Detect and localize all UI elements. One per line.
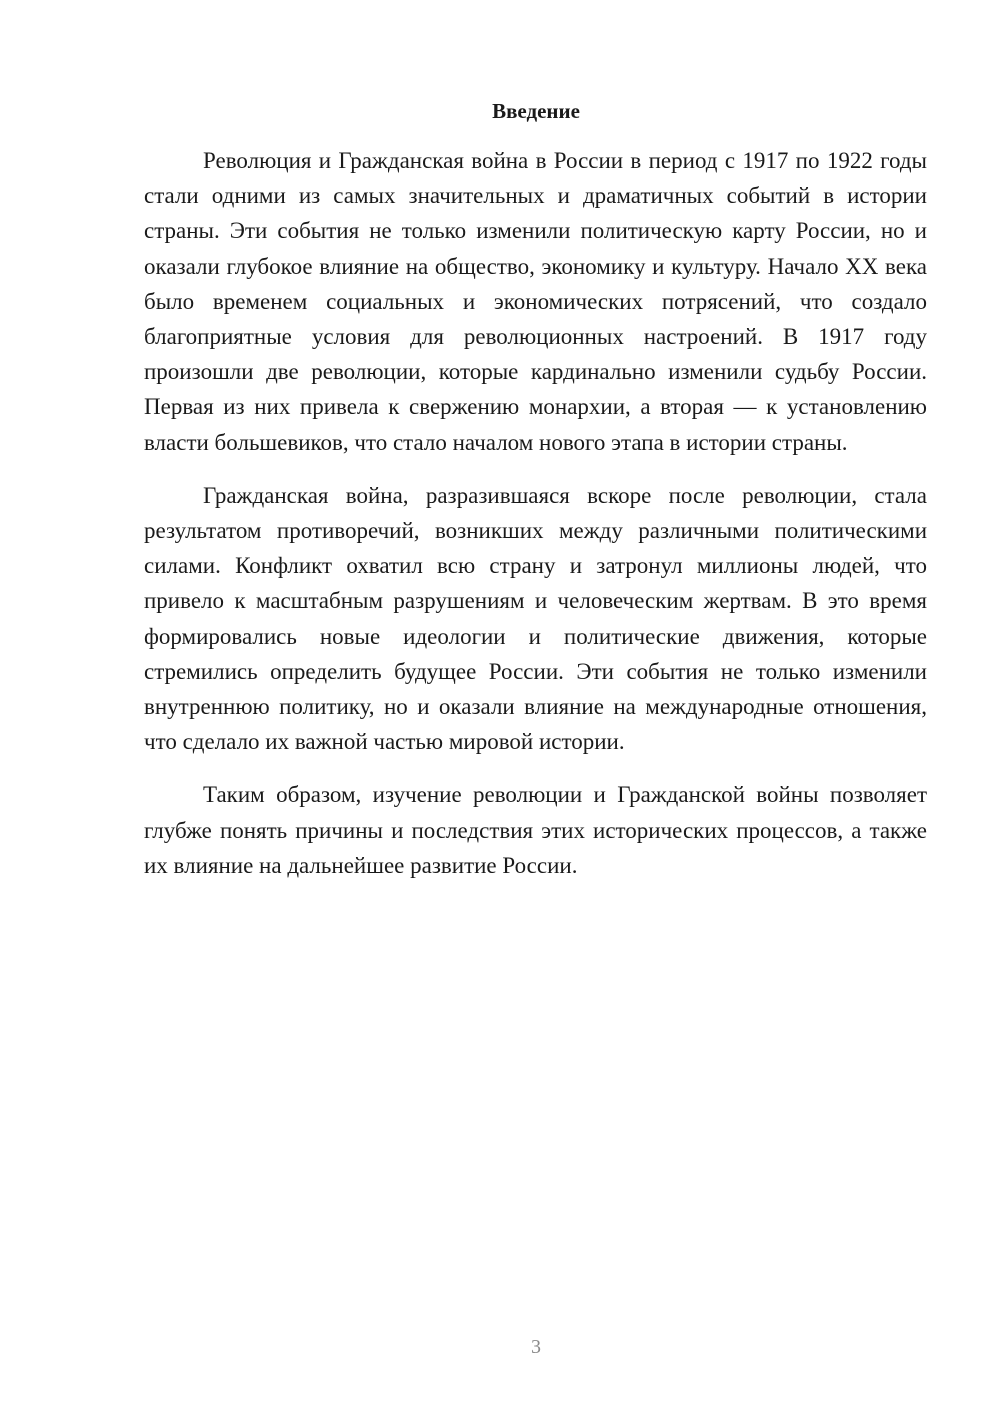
paragraph-1: Революция и Гражданская война в России в период с 1917 по 1922 годы стали одними из самых значительных и драматичных событий в истории страны. Эти события не только изменили политическую карту России, но и оказали глубокое влияние на общество, экономику и культуру. Начало XX века было временем социальных и экономических потрясений, что создало благоприятные условия для революционных настроений. В 1917 году произошли две революции, которые кардинально изменили судьбу России. Первая из них привела к свержению монархии, а вторая — к установлению власти большевиков, что стало началом нового этапа в истории страны.	[144, 148, 927, 455]
page-number: 3	[531, 1336, 541, 1358]
section-title: Введение	[492, 99, 580, 123]
paragraph-2: Гражданская война, разразившаяся вскоре после революции, стала результатом противоречий, возникших между различными политическими силами. Конфликт охватил всю страну и затронул миллионы людей, что привело к масштабным разрушениям и человеческим жертвам. В это время формировались новые идеологии и политические движения, которые стремились определить будущее России. Эти события не только изменили внутреннюю политику, но и оказали влияние на международные отношения, что сделало их важной частью мировой истории.	[144, 482, 927, 755]
paragraph-3: Таким образом, изучение революции и Гражданской войны позволяет глубже понять причины и последствия этих исторических процессов, а также их влияние на дальнейшее развитие России.	[144, 782, 927, 878]
body-text	[144, 143, 927, 901]
